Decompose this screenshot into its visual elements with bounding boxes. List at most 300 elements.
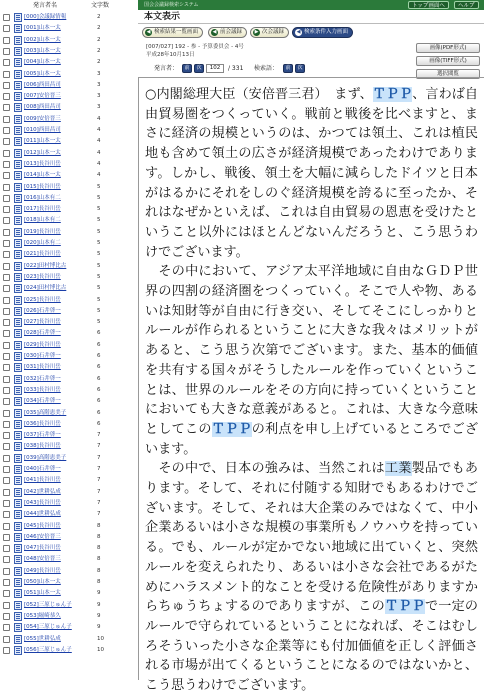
speaker-count: 5 (97, 217, 101, 224)
document-icon[interactable] (14, 137, 22, 146)
speech-paragraph (145, 262, 478, 459)
document-icon[interactable] (14, 555, 22, 564)
select-checkbox[interactable] (3, 25, 10, 32)
select-checkbox[interactable] (3, 534, 10, 541)
speaker-count: 6 (97, 364, 101, 371)
select-checkbox[interactable] (3, 556, 10, 563)
speaker-link[interactable]: [054]三原じゅん子 (24, 624, 72, 631)
speaker-list-row (0, 362, 134, 373)
speaker-count: 5 (97, 228, 101, 235)
speaker-link[interactable]: [015]長谷川岳 (24, 183, 61, 190)
help-button[interactable]: ヘルプ (454, 1, 479, 9)
document-icon[interactable] (14, 13, 22, 22)
column-header-speaker: 発言者名 (33, 2, 58, 9)
select-checkbox[interactable] (3, 104, 10, 111)
system-name: 国会会議録検索システム (144, 2, 199, 8)
document-icon[interactable] (14, 522, 22, 531)
speaker-link[interactable]: [003]山本一太 (24, 47, 61, 54)
document-icon[interactable] (14, 284, 22, 293)
speaker-list-header (0, 0, 134, 12)
speaker-list-row (0, 102, 134, 113)
speech-text: 製品でもあります。そして、それに付随する知財でもあるわけでございます。そして、それは大企業のみではなくて、中小企業あるいは小さな規模の事業所もノウハウを持っている。でも、ルールが定かでない地域に出ていくと、突然ルールを変えられたり、あるいは小さな会社であるがためにハラスメント的なことを受ける危険性がありますからちゅうちょするのでありますが、この (145, 461, 478, 615)
speaker-list-row (0, 611, 134, 622)
speaker-list-row (0, 600, 134, 611)
select-checkbox[interactable] (3, 116, 10, 123)
speaker-link[interactable]: [036]長谷川岳 (24, 420, 61, 427)
select-checkbox[interactable] (3, 602, 10, 609)
next-record-button[interactable] (250, 27, 289, 38)
document-icon[interactable] (14, 420, 22, 429)
select-checkbox[interactable] (3, 489, 10, 496)
document-icon[interactable] (14, 589, 22, 598)
document-icon[interactable] (14, 149, 22, 158)
speaker-count: 5 (97, 262, 101, 269)
document-icon[interactable] (14, 544, 22, 553)
speaker-count: 4 (97, 149, 101, 156)
speaker-count: 6 (97, 420, 101, 427)
speaker-list-row (0, 91, 134, 102)
speaker-link[interactable]: [021]長谷川岳 (24, 251, 61, 258)
speaker-link[interactable]: [052]三原じゅん子 (24, 601, 72, 608)
speaker-link[interactable]: [013]長谷川岳 (24, 160, 61, 167)
tiff-image-button[interactable]: 画像(TIFF形式) (416, 56, 480, 66)
speaker-list-row (0, 249, 134, 260)
speaker-list-row (0, 159, 134, 170)
document-icon[interactable] (14, 262, 22, 271)
speaker-list-row (0, 634, 134, 645)
speaker-count: 4 (97, 138, 101, 145)
speaker-count: 5 (97, 307, 101, 314)
document-icon[interactable] (14, 442, 22, 451)
select-checkbox[interactable] (3, 421, 10, 428)
speaker-link[interactable]: [002]山本一太 (24, 36, 61, 43)
page-title-row (138, 11, 484, 24)
select-checkbox[interactable] (3, 263, 10, 270)
document-icon[interactable] (14, 160, 22, 169)
meeting-info (146, 43, 244, 59)
document-icon[interactable] (14, 499, 22, 508)
search-results-label: 検索結果一覧画面 (154, 29, 199, 35)
speaker-list-row (0, 441, 134, 452)
document-icon[interactable] (14, 36, 22, 45)
speaker-link[interactable]: [029]長谷川岳 (24, 341, 61, 348)
select-checkbox[interactable] (3, 387, 10, 394)
document-icon[interactable] (14, 92, 22, 101)
select-checkbox[interactable] (3, 71, 10, 78)
speaker-count: 9 (97, 601, 101, 608)
document-icon[interactable] (14, 352, 22, 361)
select-checkbox[interactable] (3, 636, 10, 643)
speaker-count: 3 (97, 70, 101, 77)
document-icon[interactable] (14, 601, 22, 610)
speaker-link[interactable]: [000]会議録情報 (24, 14, 67, 20)
speaker-count: 4 (97, 172, 101, 179)
next-speaker-button[interactable]: 次 (194, 64, 204, 73)
speaker-count: 7 (97, 488, 101, 495)
meeting-id: [007/027] 192 - 参 - 予算委員会 - 4号 (146, 44, 244, 50)
document-icon[interactable] (14, 307, 22, 316)
speech-text: その中で、日本の強みは、当然これは (145, 461, 385, 477)
select-checkbox[interactable] (3, 240, 10, 247)
select-checkbox[interactable] (3, 48, 10, 55)
highlighted-term: ＴＰＰ (211, 421, 252, 437)
speaker-link[interactable]: [039]高階恵美子 (24, 454, 67, 461)
speaker-link[interactable]: [051]山本一太 (24, 590, 61, 597)
speaker-link[interactable]: [050]山本一太 (24, 579, 61, 585)
prev-term-button[interactable]: 前 (283, 64, 293, 73)
search-term-label: 検索語： (254, 65, 279, 72)
speaker-count: 2 (97, 47, 101, 54)
speaker-link[interactable]: [038]長谷川岳 (24, 443, 61, 450)
speaker-link[interactable]: [014]山本一太 (24, 172, 61, 179)
document-icon[interactable] (14, 363, 22, 372)
speaker-list-row (0, 340, 134, 351)
speaker-link[interactable]: [047]長谷川岳 (24, 545, 61, 552)
speaker-count: 10 (97, 646, 104, 653)
select-checkbox[interactable] (3, 579, 10, 586)
speech-text: の利点を申し上げているところでございます。 (145, 421, 479, 457)
speaker-link[interactable]: [017]長谷川岳 (24, 206, 61, 213)
speaker-list-row (0, 498, 134, 509)
select-checkbox[interactable] (3, 308, 10, 315)
document-icon[interactable] (14, 273, 22, 282)
speaker-count: 2 (97, 36, 101, 43)
speaker-link[interactable]: [025]長谷川岳 (24, 296, 61, 303)
document-icon[interactable] (14, 635, 22, 644)
speaker-index-input[interactable]: 102 (206, 64, 224, 73)
document-icon[interactable] (14, 465, 22, 474)
document-icon[interactable] (14, 103, 22, 112)
document-icon[interactable] (14, 623, 22, 632)
speaker-list-row (0, 148, 134, 159)
document-icon[interactable] (14, 216, 22, 225)
document-icon[interactable] (14, 533, 22, 542)
document-icon[interactable] (14, 47, 22, 56)
speaker-list-row (0, 419, 134, 430)
next-term-button[interactable]: 次 (295, 64, 305, 73)
document-icon[interactable] (14, 510, 22, 519)
speaker-link[interactable]: [020]山本有二 (24, 240, 61, 246)
speaker-label: 発言者： (154, 65, 179, 72)
top-page-button[interactable]: トップ画面へ (408, 1, 449, 9)
speaker-link[interactable]: [043]長谷川岳 (24, 499, 61, 506)
speaker-count: 7 (97, 499, 101, 506)
search-results-button[interactable] (142, 27, 203, 38)
select-checkbox[interactable] (3, 364, 10, 371)
document-icon[interactable] (14, 228, 22, 237)
document-icon[interactable] (14, 397, 22, 406)
speaker-list-row (0, 554, 134, 565)
arrow-left-icon: ◀ (146, 29, 151, 35)
speaker-count: 2 (97, 25, 101, 32)
arrow-left-icon: ◀ (296, 29, 301, 35)
speaker-list-row (0, 328, 134, 339)
speaker-list-row (0, 23, 134, 34)
previous-record-button[interactable] (208, 27, 247, 38)
speaker-list-row (0, 588, 134, 599)
speaker-link[interactable]: [035]高階恵美子 (24, 409, 67, 416)
select-checkbox[interactable] (3, 523, 10, 530)
select-checkbox[interactable] (3, 285, 10, 292)
document-icon[interactable] (14, 375, 22, 384)
speaker-link[interactable]: [026]石井啓一 (24, 307, 61, 314)
document-pane (138, 0, 484, 694)
speaker-list-row (0, 396, 134, 407)
speaker-list-row (0, 272, 134, 283)
speaker-link[interactable]: [018]山本有二 (24, 217, 61, 224)
speaker-link[interactable]: [022]田村博比古 (24, 262, 67, 269)
speaker-link[interactable]: [034]石井啓一 (24, 398, 61, 405)
select-checkbox[interactable] (3, 229, 10, 236)
document-icon[interactable] (14, 171, 22, 180)
arrow-right-icon: ▶ (254, 29, 259, 35)
speaker-count: 7 (97, 443, 101, 450)
speaker-count: 6 (97, 353, 101, 359)
select-checkbox[interactable] (3, 59, 10, 66)
document-icon[interactable] (14, 488, 22, 497)
speaker-list-row (0, 227, 134, 238)
page-title: 本文表示 (144, 12, 181, 22)
speaker-list-row (0, 351, 134, 362)
document-icon[interactable] (14, 341, 22, 350)
search-conditions-label: 検索条件入力画面 (304, 29, 349, 35)
speaker-list-row (0, 57, 134, 68)
speaker-link[interactable]: [030]石井啓一 (24, 353, 61, 359)
document-icon[interactable] (14, 386, 22, 395)
speaker-link[interactable]: [027]長谷川岳 (24, 319, 61, 326)
speaker-list-row (0, 487, 134, 498)
select-checkbox[interactable] (3, 161, 10, 168)
speaker-link[interactable]: [040]石井啓一 (24, 466, 61, 472)
speaker-list-row (0, 12, 134, 23)
speaker-link[interactable]: [005]山本一太 (24, 70, 61, 77)
speaker-link[interactable]: [028]石井啓一 (24, 330, 61, 337)
document-icon[interactable] (14, 115, 22, 124)
speaker-count: 2 (97, 59, 101, 66)
speaker-list-row (0, 645, 134, 656)
speaker-count: 5 (97, 240, 101, 246)
document-icon[interactable] (14, 454, 22, 463)
system-header-bar (138, 0, 484, 10)
speaker-link[interactable]: [007]安倍晋三 (24, 93, 61, 100)
select-checkbox[interactable] (3, 14, 10, 21)
speaker-link[interactable]: [023]長谷川岳 (24, 273, 61, 280)
select-checkbox[interactable] (3, 353, 10, 360)
document-icon[interactable] (14, 296, 22, 305)
speaker-link[interactable]: [056]三原じゅん子 (24, 646, 72, 653)
speaker-link[interactable]: [004]山本一太 (24, 59, 61, 66)
speaker-list-row (0, 532, 134, 543)
speaker-list-row (0, 283, 134, 294)
speaker-link[interactable]: [019]長谷川岳 (24, 228, 61, 235)
speaker-link[interactable]: [044]世耕弘成 (24, 511, 61, 518)
speaker-link[interactable]: [031]長谷川岳 (24, 364, 61, 371)
document-icon[interactable] (14, 476, 22, 485)
speaker-list-row (0, 204, 134, 215)
document-icon[interactable] (14, 70, 22, 79)
select-checkbox[interactable] (3, 568, 10, 575)
speaker-link[interactable]: [009]安倍晋三 (24, 115, 61, 122)
speaker-list-row (0, 453, 134, 464)
speaker-link[interactable]: [010]西田昌司 (24, 127, 61, 133)
document-icon[interactable] (14, 58, 22, 67)
speaker-link[interactable]: [032]石井啓一 (24, 375, 61, 382)
select-checkbox[interactable] (3, 590, 10, 597)
document-icon[interactable] (14, 194, 22, 203)
document-icon[interactable] (14, 578, 22, 587)
speaker-list-row (0, 317, 134, 328)
select-checkbox[interactable] (3, 376, 10, 383)
document-icon[interactable] (14, 431, 22, 440)
select-checkbox[interactable] (3, 297, 10, 304)
speech-paragraph (145, 459, 478, 695)
document-icon[interactable] (14, 81, 22, 90)
speaker-count: 6 (97, 386, 101, 393)
select-checkbox[interactable] (3, 206, 10, 213)
speaker-list-row (0, 35, 134, 46)
select-checkbox[interactable] (3, 138, 10, 145)
speaker-navigation (142, 64, 412, 74)
pdf-image-button[interactable]: 画像(PDF形式) (416, 43, 480, 53)
speaker-total: / 331 (228, 65, 244, 72)
speaker-count: 2 (97, 14, 101, 20)
speaker-list-row (0, 215, 134, 226)
select-checkbox[interactable] (3, 127, 10, 134)
document-icon[interactable] (14, 250, 22, 259)
select-checkbox[interactable] (3, 432, 10, 439)
speaker-count: 6 (97, 409, 101, 416)
select-checkbox[interactable] (3, 37, 10, 44)
speech-paragraph (145, 85, 478, 262)
speaker-list-row (0, 408, 134, 419)
select-checkbox[interactable] (3, 82, 10, 89)
speaker-link[interactable]: [024]田村博比古 (24, 285, 67, 292)
select-checkbox[interactable] (3, 545, 10, 552)
select-checkbox[interactable] (3, 500, 10, 507)
document-icon[interactable] (14, 24, 22, 33)
select-checkbox[interactable] (3, 217, 10, 224)
speaker-count: 4 (97, 127, 101, 133)
speaker-count: 5 (97, 296, 101, 303)
select-checkbox[interactable] (3, 251, 10, 258)
speaker-link[interactable]: [053]堀崎恭久 (24, 612, 61, 619)
speaker-count: 5 (97, 285, 101, 292)
speech-text: 、言わば自由貿易圏をつくっていく。戦前と戦後を比べますと、まさに経済の規模というのは、かつては領土、これは植民地も含めて領土の広さが経済規模であったわけであります。しかし、戦後、領土を大幅に減らしたドイツと日本がはるかにそれをしのぐ経済規模を誇るに至ったか、それはなぜかといえば、これは自由貿易の恩恵を受けたということ以外にはほとんどないんだろうと、こう思うわけでございます。 (145, 87, 479, 260)
speaker-count: 5 (97, 183, 101, 190)
select-checkbox[interactable] (3, 184, 10, 191)
select-checkbox[interactable] (3, 274, 10, 281)
speaker-count: 8 (97, 522, 101, 529)
speaker-link[interactable]: [016]山本有二 (24, 194, 61, 201)
document-icon[interactable] (14, 567, 22, 576)
document-icon[interactable] (14, 409, 22, 418)
speaker-link[interactable]: [033]長谷川岳 (24, 386, 61, 393)
select-checkbox[interactable] (3, 319, 10, 326)
speaker-link[interactable]: [041]長谷川岳 (24, 477, 61, 484)
speaker-list-row (0, 80, 134, 91)
speaker-count: 5 (97, 319, 101, 326)
speaker-link[interactable]: [048]安倍晋三 (24, 556, 61, 563)
previous-record-label: 前会議録 (220, 29, 243, 35)
select-checkbox[interactable] (3, 410, 10, 417)
speaker-link[interactable]: [006]西田昌司 (24, 81, 61, 88)
select-checkbox[interactable] (3, 443, 10, 450)
document-icon[interactable] (14, 318, 22, 327)
speaker-link[interactable]: [055]世耕弘成 (24, 635, 61, 642)
speaker-list-row (0, 475, 134, 486)
speaker-list-row (0, 182, 134, 193)
speech-text: その中において、アジア太平洋地域に自由なＧＤＰ世界の四割の経済圏をつくっていく。そこで人や物、あるいは知財等が自由に行き交い、そしてそこにしっかりとルールが作られるということに大きな我々はメリットがあると、こう思う次第でございます。また、基本的価値を共有する国々がそうしたルールを作っていくということは、世界のルールをその方向に持っていくということにおいても大きな意義があると。これは、大きな今意味としてこの (145, 264, 478, 437)
speaker-list-row (0, 430, 134, 441)
document-icon[interactable] (14, 646, 22, 655)
selective-view-button[interactable]: 選択閲覧 (416, 69, 480, 79)
speaker-list-row (0, 509, 134, 520)
select-checkbox[interactable] (3, 466, 10, 473)
speaker-count: 5 (97, 206, 101, 213)
speaker-link[interactable]: [001]山本一太 (24, 25, 61, 32)
select-checkbox[interactable] (3, 647, 10, 654)
speaker-count: 3 (97, 93, 101, 100)
speaker-count: 9 (97, 624, 101, 631)
speaker-list-row (0, 46, 134, 57)
document-icon[interactable] (14, 239, 22, 248)
speaker-link[interactable]: [037]石井啓一 (24, 432, 61, 439)
select-checkbox[interactable] (3, 613, 10, 620)
select-checkbox[interactable] (3, 172, 10, 179)
speaker-link[interactable]: [012]山本一太 (24, 149, 61, 156)
speaker-link[interactable]: [011]山本一太 (24, 138, 61, 145)
select-checkbox[interactable] (3, 330, 10, 337)
document-icon[interactable] (14, 126, 22, 135)
speaker-list-row (0, 577, 134, 588)
select-checkbox[interactable] (3, 477, 10, 484)
document-icon[interactable] (14, 329, 22, 338)
speaker-link[interactable]: [045]長谷川岳 (24, 522, 61, 529)
speaker-link[interactable]: [042]世耕弘成 (24, 488, 61, 495)
prev-speaker-button[interactable]: 前 (182, 64, 192, 73)
speaker-link[interactable]: [049]長谷川岳 (24, 567, 61, 574)
select-checkbox[interactable] (3, 195, 10, 202)
search-conditions-button[interactable] (292, 27, 353, 38)
speaker-list-row (0, 464, 134, 475)
speaker-count: 8 (97, 556, 101, 563)
document-icon[interactable] (14, 205, 22, 214)
speaker-list-row (0, 306, 134, 317)
meeting-date: 平成28年10月13日 (146, 52, 195, 58)
select-checkbox[interactable] (3, 624, 10, 631)
select-checkbox[interactable] (3, 342, 10, 349)
select-checkbox[interactable] (3, 511, 10, 518)
speaker-link[interactable]: [046]安倍晋三 (24, 533, 61, 540)
speaker-list-row (0, 125, 134, 136)
arrow-left-icon: ◀ (212, 29, 217, 35)
speaker-list-row (0, 622, 134, 633)
speaker-link[interactable]: [008]西田昌司 (24, 104, 61, 111)
select-checkbox[interactable] (3, 93, 10, 100)
speaker-count: 3 (97, 104, 101, 111)
speaker-count: 7 (97, 466, 101, 472)
speaker-list-row (0, 193, 134, 204)
speaker-list-pane (0, 0, 134, 680)
speaker-list-row (0, 170, 134, 181)
speaker-count: 8 (97, 533, 101, 540)
speaker-count: 5 (97, 273, 101, 280)
document-icon[interactable] (14, 183, 22, 192)
select-checkbox[interactable] (3, 455, 10, 462)
select-checkbox[interactable] (3, 398, 10, 405)
document-icon[interactable] (14, 612, 22, 621)
select-checkbox[interactable] (3, 150, 10, 157)
